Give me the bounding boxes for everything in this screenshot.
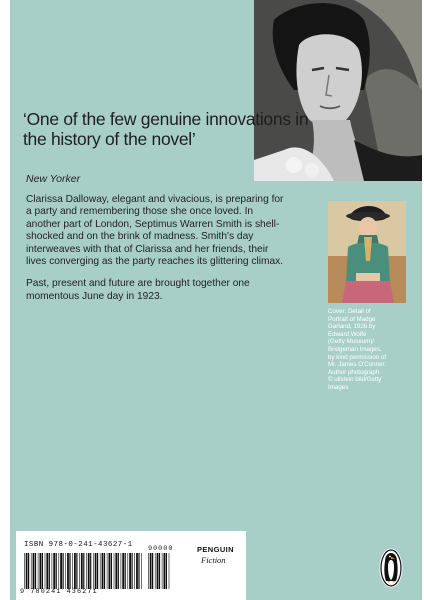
credit-line: Edward Wolfe: [328, 330, 367, 338]
barcode-panel: [16, 531, 246, 600]
penguin-logo-icon: [379, 548, 403, 588]
back-cover: [10, 0, 422, 600]
barcode-digits: 9 780241 436271: [20, 588, 98, 596]
cover-painting-thumbnail: [328, 201, 406, 303]
credit-line: (Getty Museum)/: [328, 338, 375, 346]
credit-line: Bridgeman Images,: [328, 345, 382, 353]
credit-line: Images: [328, 383, 349, 391]
review-quote: ‘One of the few genuine innovations in the history of the novel’: [23, 109, 309, 149]
publisher-name: PENGUIN: [197, 545, 234, 554]
credit-line: © ullstein bild/Getty: [328, 376, 382, 384]
author-portrait: [254, 0, 422, 181]
credit-line: Author photograph: [328, 368, 380, 376]
credit-line: Mr. James O'Conner.: [328, 361, 386, 369]
credit-line: Cover: Detail of: [328, 308, 371, 315]
blurb-paragraph: Clarissa Dalloway, elegant and vivacious, is preparing for a party and remembering those she once loved. In another part of London, Septimus Warren Smith is shell-shocked and on the brink of madness. Smith's day interweaves with that of Clarissa and her friends, their lives converging as the party reaches its glittering climax.: [26, 194, 284, 268]
credit-line: by kind permission of: [328, 353, 387, 361]
blurb: [26, 194, 288, 313]
barcode-addon-digits: 90000: [148, 545, 174, 553]
barcode-addon-icon: [148, 553, 172, 589]
blurb-paragraph: Past, present and future are brought together one momentous June day in 1923.: [26, 278, 250, 302]
cover-credits: [328, 308, 412, 392]
barcode-icon: [24, 553, 144, 589]
quote-source: New Yorker: [26, 173, 81, 185]
isbn-text: ISBN 978-0-241-43627-1: [24, 541, 133, 549]
book-category: Fiction: [201, 555, 226, 565]
credit-line: Portrait of Madge: [328, 315, 376, 323]
credit-line: Garland, 1926 by: [328, 323, 376, 331]
